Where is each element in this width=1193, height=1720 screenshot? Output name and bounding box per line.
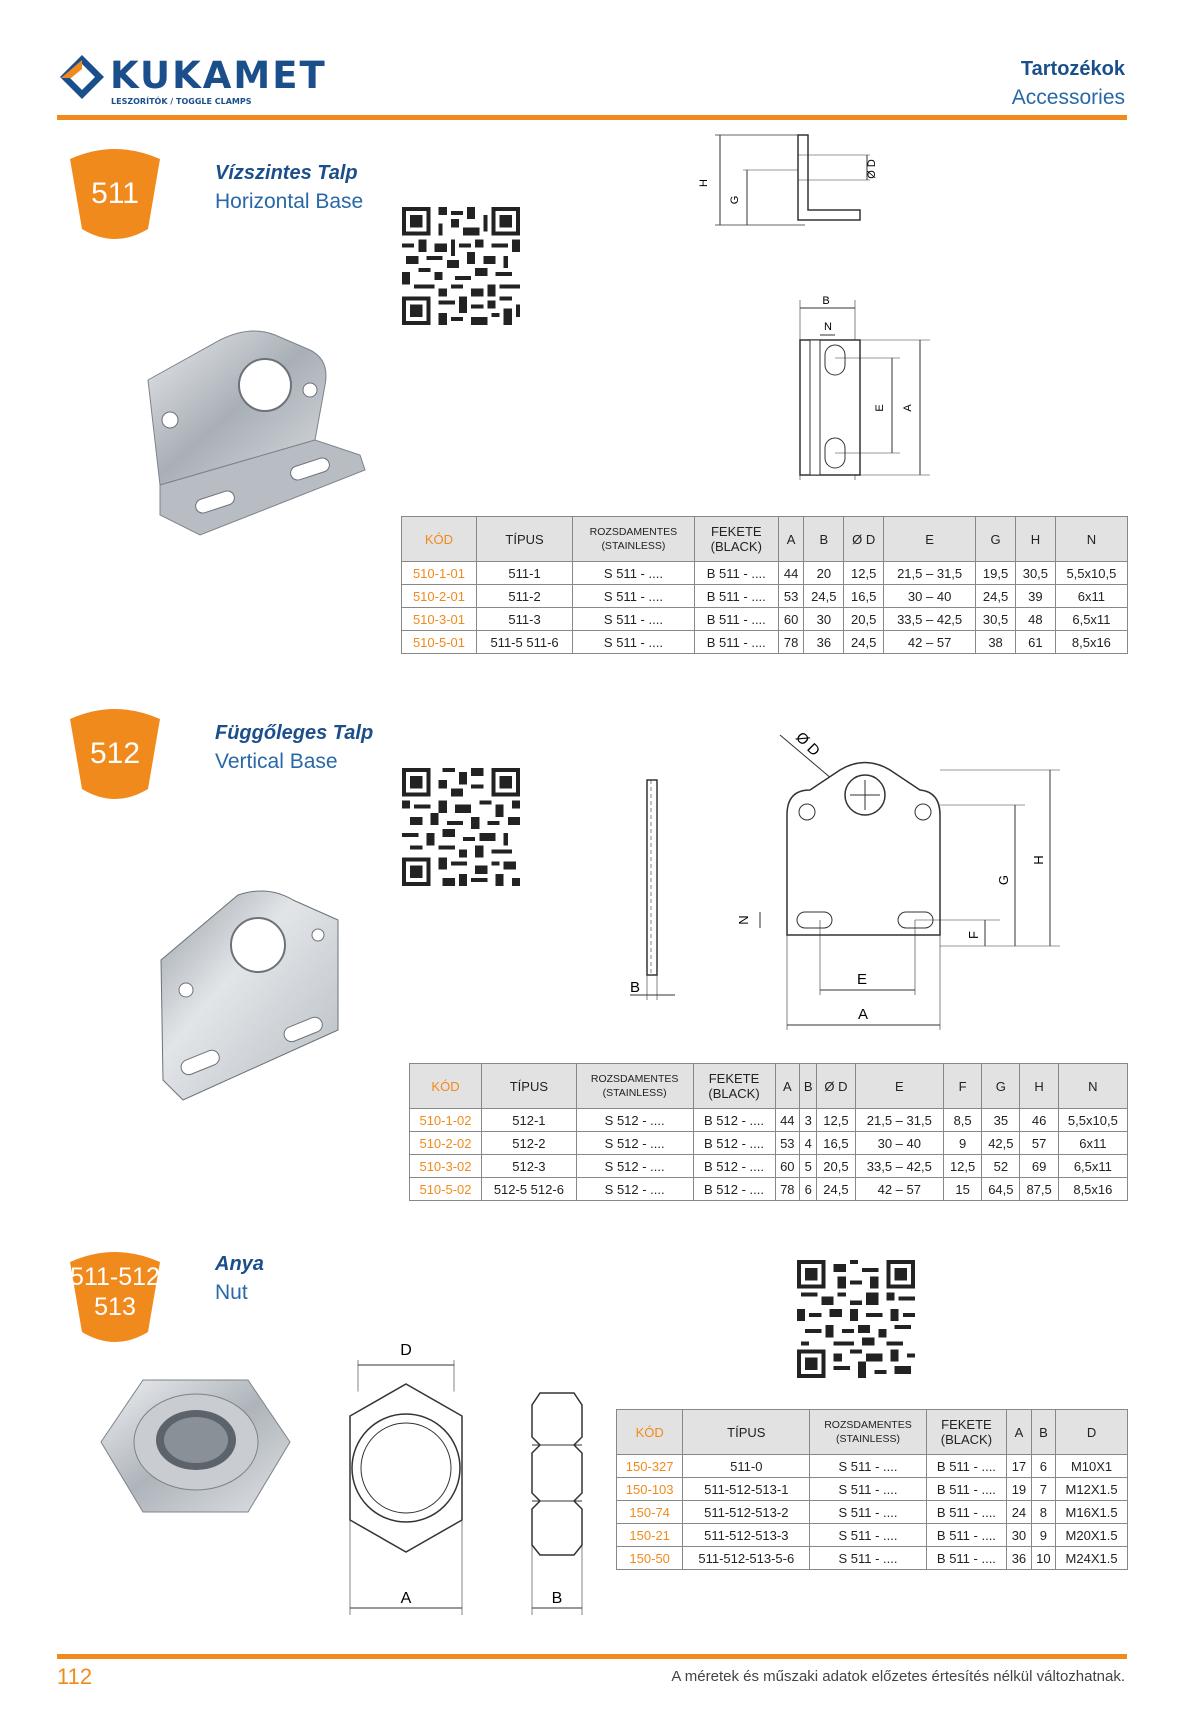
dim-label-n: N	[736, 915, 751, 925]
table-cell: 69	[1020, 1155, 1058, 1178]
table-cell: 4	[800, 1132, 817, 1155]
dim-label-n: N	[824, 321, 832, 333]
table-cell: B 512 - ....	[693, 1178, 775, 1201]
category-en: Accessories	[1011, 86, 1125, 109]
table-cell: 512-3	[481, 1155, 576, 1178]
horizontal-base-photo	[140, 330, 380, 555]
column-header: KÓD	[617, 1410, 683, 1455]
table-cell: M10X1	[1056, 1455, 1128, 1478]
table-cell: B 512 - ....	[693, 1109, 775, 1132]
spec-table-512	[409, 1063, 1128, 1201]
table-cell: 511-0	[683, 1455, 810, 1478]
table-cell: 44	[778, 562, 804, 585]
table-cell: 511-512-513-2	[683, 1501, 810, 1524]
table-cell: 16,5	[844, 585, 884, 608]
product-code: 511	[91, 177, 139, 210]
table-row	[402, 562, 1128, 585]
column-header: H	[1020, 1064, 1058, 1109]
table-cell: 150-103	[617, 1478, 683, 1501]
horizontal-base-side-diagram	[695, 125, 895, 235]
table-cell: 9	[1031, 1524, 1055, 1547]
table-cell: 21,5 – 31,5	[884, 562, 976, 585]
table-row	[617, 1547, 1128, 1570]
column-header: ROZSDAMENTES (STAINLESS)	[573, 517, 695, 562]
table-cell: 10	[1031, 1547, 1055, 1570]
page-number: 112	[57, 1664, 93, 1689]
column-header: A	[775, 1064, 800, 1109]
table-cell: 511-5 511-6	[476, 631, 572, 654]
qr-code-icon	[402, 768, 520, 886]
table-cell: S 511 - ....	[810, 1547, 926, 1570]
dim-label-h: H	[1031, 855, 1046, 865]
footer-divider	[57, 1654, 1127, 1659]
vertical-base-front-diagram	[736, 720, 1060, 1040]
table-cell: 42 – 57	[855, 1178, 943, 1201]
table-cell: S 511 - ....	[810, 1455, 926, 1478]
product-badge	[60, 705, 170, 803]
table-cell: 8,5	[943, 1109, 981, 1132]
footer-note: A méretek és műszaki adatok előzetes értesítés nélkül változhatnak.	[671, 1668, 1125, 1685]
column-header: E	[884, 517, 976, 562]
column-header: F	[943, 1064, 981, 1109]
table-row	[617, 1478, 1128, 1501]
table-cell: B 511 - ....	[926, 1547, 1007, 1570]
table-cell: 510-3-02	[410, 1155, 482, 1178]
table-row	[402, 608, 1128, 631]
dim-label-g: G	[729, 195, 741, 205]
dim-label-b: B	[822, 295, 830, 307]
dim-label-e: E	[874, 404, 886, 412]
nut-front-diagram	[322, 1330, 472, 1620]
table-cell: S 511 - ....	[810, 1501, 926, 1524]
dim-label-e: E	[856, 971, 868, 988]
table-cell: 46	[1020, 1109, 1058, 1132]
table-cell: 57	[1020, 1132, 1058, 1155]
table-cell: 30	[1007, 1524, 1031, 1547]
table-row	[410, 1178, 1128, 1201]
table-cell: S 511 - ....	[573, 562, 695, 585]
table-cell: 60	[778, 608, 804, 631]
qr-code-icon	[797, 1260, 915, 1378]
table-cell: 87,5	[1020, 1178, 1058, 1201]
product-code: 512	[89, 737, 141, 770]
table-cell: B 511 - ....	[926, 1501, 1007, 1524]
table-cell: 510-5-02	[410, 1178, 482, 1201]
table-cell: 512-2	[481, 1132, 576, 1155]
column-header: A	[1007, 1410, 1031, 1455]
table-cell: 30,5	[1015, 562, 1055, 585]
table-cell: 150-50	[617, 1547, 683, 1570]
table-row	[410, 1132, 1128, 1155]
table-cell: 30 – 40	[884, 585, 976, 608]
section-title-en: Vertical Base	[215, 750, 338, 773]
column-header: A	[778, 517, 804, 562]
table-cell: S 512 - ....	[576, 1155, 693, 1178]
dim-label-d: D	[400, 1342, 412, 1359]
product-code: 511-512 513	[70, 1263, 160, 1321]
product-badge	[60, 1248, 170, 1346]
table-row	[617, 1524, 1128, 1547]
table-cell: 511-1	[476, 562, 572, 585]
column-header: H	[1015, 517, 1055, 562]
vertical-base-side-diagram	[615, 775, 675, 1010]
table-cell: S 511 - ....	[573, 631, 695, 654]
dim-label-a: A	[857, 1006, 869, 1023]
table-cell: S 511 - ....	[810, 1478, 926, 1501]
table-cell: 30 – 40	[855, 1132, 943, 1155]
table-cell: B 511 - ....	[926, 1478, 1007, 1501]
table-cell: B 511 - ....	[926, 1524, 1007, 1547]
table-cell: 24,5	[817, 1178, 855, 1201]
table-cell: 6,5x11	[1058, 1155, 1127, 1178]
table-cell: 39	[1015, 585, 1055, 608]
column-header: Ø D	[817, 1064, 855, 1109]
dim-label-b: B	[551, 1590, 563, 1607]
table-cell: 24,5	[804, 585, 844, 608]
table-cell: 510-2-01	[402, 585, 477, 608]
table-cell: 42,5	[982, 1132, 1020, 1155]
column-header: E	[855, 1064, 943, 1109]
column-header: TÍPUS	[683, 1410, 810, 1455]
spec-table-511	[401, 516, 1128, 654]
table-cell: 33,5 – 42,5	[855, 1155, 943, 1178]
table-cell: 12,5	[844, 562, 884, 585]
table-cell: 44	[775, 1109, 800, 1132]
dim-label-f: F	[966, 931, 981, 939]
table-cell: 19,5	[976, 562, 1016, 585]
table-cell: B 512 - ....	[693, 1132, 775, 1155]
table-cell: B 511 - ....	[694, 608, 778, 631]
table-cell: B 511 - ....	[694, 585, 778, 608]
table-cell: 9	[943, 1132, 981, 1155]
table-cell: 12,5	[817, 1109, 855, 1132]
horizontal-base-top-diagram	[780, 290, 930, 490]
column-header: D	[1056, 1410, 1128, 1455]
table-row	[402, 585, 1128, 608]
table-cell: B 511 - ....	[694, 631, 778, 654]
table-cell: 511-512-513-1	[683, 1478, 810, 1501]
table-cell: 38	[976, 631, 1016, 654]
table-cell: 36	[1007, 1547, 1031, 1570]
table-row	[410, 1155, 1128, 1178]
table-cell: 510-1-01	[402, 562, 477, 585]
table-cell: 30	[804, 608, 844, 631]
table-cell: 510-2-02	[410, 1132, 482, 1155]
table-cell: S 511 - ....	[573, 608, 695, 631]
table-cell: 6	[1031, 1455, 1055, 1478]
section-title-hu: Függőleges Talp	[215, 722, 374, 744]
table-cell: 510-5-01	[402, 631, 477, 654]
table-cell: 150-74	[617, 1501, 683, 1524]
column-header: G	[976, 517, 1016, 562]
table-row	[617, 1455, 1128, 1478]
table-cell: 33,5 – 42,5	[884, 608, 976, 631]
table-cell: 12,5	[943, 1155, 981, 1178]
brand-tagline: LESZORÍTÓK / TOGGLE CLAMPS	[111, 97, 252, 106]
table-cell: B 511 - ....	[926, 1455, 1007, 1478]
section-title-hu: Vízszintes Talp	[215, 162, 358, 184]
table-cell: S 511 - ....	[810, 1524, 926, 1547]
header-divider	[57, 115, 1127, 120]
table-cell: 24,5	[976, 585, 1016, 608]
table-cell: 64,5	[982, 1178, 1020, 1201]
dim-label-d: Ø D	[866, 159, 878, 179]
table-cell: 20,5	[817, 1155, 855, 1178]
table-cell: 5	[800, 1155, 817, 1178]
table-cell: 6,5x11	[1055, 608, 1127, 631]
table-cell: M12X1.5	[1056, 1478, 1128, 1501]
table-cell: 21,5 – 31,5	[855, 1109, 943, 1132]
column-header: ROZSDAMENTES (STAINLESS)	[576, 1064, 693, 1109]
category-hu: Tartozékok	[1020, 58, 1125, 80]
table-cell: 53	[775, 1132, 800, 1155]
dim-label-a: A	[902, 404, 914, 412]
table-cell: 19	[1007, 1478, 1031, 1501]
table-row	[617, 1501, 1128, 1524]
dim-label-d: Ø D	[792, 728, 824, 760]
product-badge	[60, 145, 170, 243]
table-cell: 510-3-01	[402, 608, 477, 631]
table-cell: 48	[1015, 608, 1055, 631]
column-header: FEKETE (BLACK)	[694, 517, 778, 562]
table-cell: 150-327	[617, 1455, 683, 1478]
column-header: N	[1055, 517, 1127, 562]
table-cell: 53	[778, 585, 804, 608]
table-cell: 8,5x16	[1055, 631, 1127, 654]
table-cell: 8	[1031, 1501, 1055, 1524]
table-cell: 512-1	[481, 1109, 576, 1132]
table-cell: M24X1.5	[1056, 1547, 1128, 1570]
column-header: ROZSDAMENTES (STAINLESS)	[810, 1410, 926, 1455]
table-cell: 512-5 512-6	[481, 1178, 576, 1201]
table-cell: 35	[982, 1109, 1020, 1132]
table-cell: 36	[804, 631, 844, 654]
table-cell: 16,5	[817, 1132, 855, 1155]
brand-name: KUKAMET	[110, 54, 327, 97]
table-cell: 61	[1015, 631, 1055, 654]
table-row	[402, 631, 1128, 654]
vertical-base-photo	[158, 890, 348, 1105]
section-title-en: Horizontal Base	[215, 190, 364, 213]
column-header: KÓD	[402, 517, 477, 562]
table-cell: 60	[775, 1155, 800, 1178]
table-cell: 8,5x16	[1058, 1178, 1127, 1201]
table-row	[410, 1109, 1128, 1132]
table-cell: 78	[778, 631, 804, 654]
table-cell: S 511 - ....	[573, 585, 695, 608]
table-cell: 42 – 57	[884, 631, 976, 654]
table-cell: 511-3	[476, 608, 572, 631]
table-cell: S 512 - ....	[576, 1109, 693, 1132]
table-cell: 7	[1031, 1478, 1055, 1501]
table-cell: 3	[800, 1109, 817, 1132]
spec-table-nut	[616, 1409, 1128, 1570]
nut-photo	[98, 1372, 293, 1522]
table-cell: 6	[800, 1178, 817, 1201]
table-cell: 20,5	[844, 608, 884, 631]
section-title-en: Nut	[215, 1281, 248, 1304]
table-cell: 5,5x10,5	[1058, 1109, 1127, 1132]
column-header: FEKETE (BLACK)	[926, 1410, 1007, 1455]
table-cell: 511-512-513-5-6	[683, 1547, 810, 1570]
table-cell: 17	[1007, 1455, 1031, 1478]
column-header: G	[982, 1064, 1020, 1109]
table-cell: S 512 - ....	[576, 1132, 693, 1155]
dim-label-h: H	[698, 179, 710, 187]
dim-label-a: A	[400, 1590, 412, 1607]
kukamet-logo-icon	[57, 52, 107, 102]
table-cell: 24,5	[844, 631, 884, 654]
table-cell: 6x11	[1058, 1132, 1127, 1155]
column-header: TÍPUS	[481, 1064, 576, 1109]
table-cell: 15	[943, 1178, 981, 1201]
column-header: KÓD	[410, 1064, 482, 1109]
table-cell: 20	[804, 562, 844, 585]
table-cell: B 511 - ....	[694, 562, 778, 585]
table-cell: 510-1-02	[410, 1109, 482, 1132]
column-header: B	[800, 1064, 817, 1109]
column-header: FEKETE (BLACK)	[693, 1064, 775, 1109]
table-cell: 511-2	[476, 585, 572, 608]
table-cell: 52	[982, 1155, 1020, 1178]
table-cell: M16X1.5	[1056, 1501, 1128, 1524]
dim-label-b: B	[630, 979, 641, 996]
column-header: N	[1058, 1064, 1127, 1109]
table-cell: 5,5x10,5	[1055, 562, 1127, 585]
table-cell: 30,5	[976, 608, 1016, 631]
column-header: Ø D	[844, 517, 884, 562]
column-header: B	[804, 517, 844, 562]
nut-side-diagram	[522, 1385, 592, 1620]
section-title-hu: Anya	[215, 1253, 264, 1275]
table-cell: 78	[775, 1178, 800, 1201]
table-cell: 511-512-513-3	[683, 1524, 810, 1547]
table-cell: B 512 - ....	[693, 1155, 775, 1178]
table-cell: M20X1.5	[1056, 1524, 1128, 1547]
dim-label-g: G	[996, 874, 1011, 886]
table-cell: 6x11	[1055, 585, 1127, 608]
column-header: B	[1031, 1410, 1055, 1455]
column-header: TÍPUS	[476, 517, 572, 562]
table-cell: 150-21	[617, 1524, 683, 1547]
qr-code-icon	[402, 207, 520, 325]
table-cell: 24	[1007, 1501, 1031, 1524]
table-cell: S 512 - ....	[576, 1178, 693, 1201]
